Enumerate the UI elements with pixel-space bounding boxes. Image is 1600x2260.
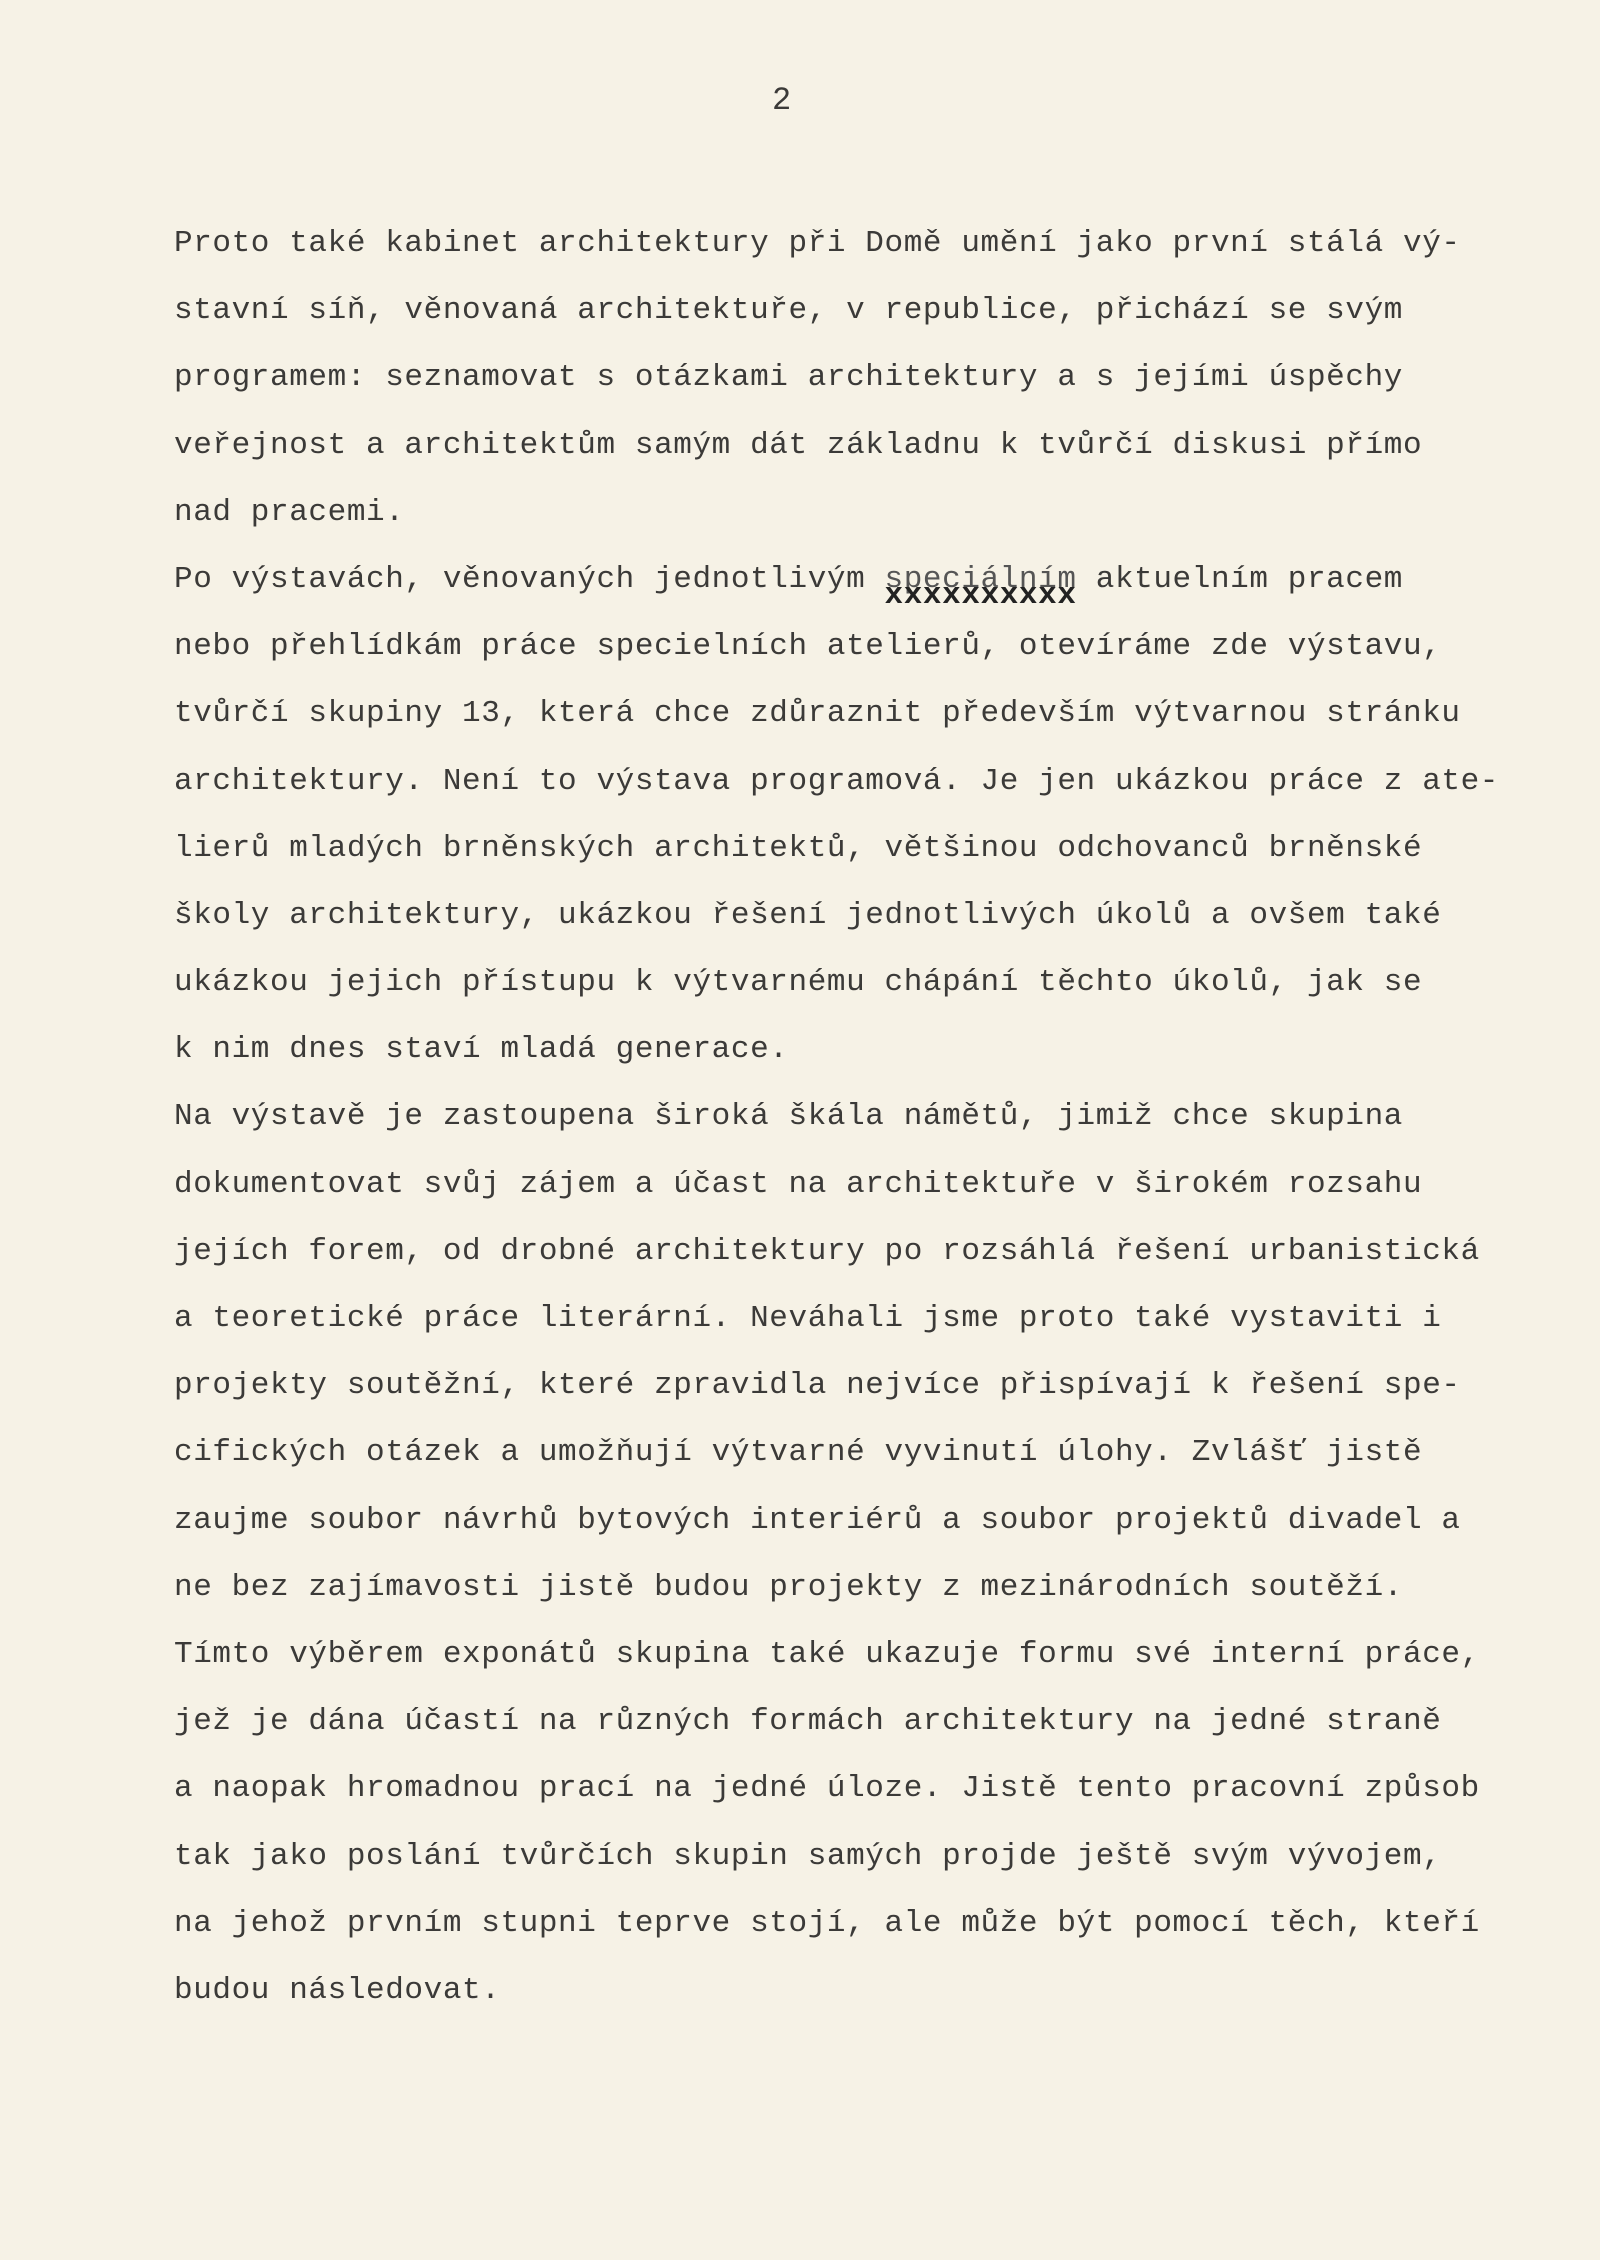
text-line: architektury. Není to výstava programová. Je jen ukázkou práce z ate-: [174, 763, 1500, 799]
text-line: budou následovat.: [174, 1972, 501, 2008]
text-line: a teoretické práce literární. Neváhali jsme proto také vystaviti i: [174, 1301, 1442, 1336]
text-line: na jehož prvním stupni teprve stojí, ale může být pomocí těch, kteří: [174, 1905, 1480, 1941]
text-line: zaujme soubor návrhů bytových interiérů a soubor projektů divadel a: [174, 1502, 1461, 1538]
text-line: k nim dnes staví mladá generace.: [174, 1032, 789, 1068]
text-line: školy architektury, ukázkou řešení jednotlivých úkolů a ovšem také: [174, 897, 1442, 933]
text-line: lierů mladých brněnských architektů, většinou odchovanců brněnské: [174, 830, 1423, 866]
text-line: jejích forem, od drobné architektury po rozsáhlá řešení urbanistická: [174, 1233, 1480, 1269]
text-line: nad pracemi.: [174, 494, 405, 530]
text-line: stavní síň, věnovaná architektuře, v republice, přichází se svým: [174, 293, 1403, 329]
text-line: projekty soutěžní, které zpravidla nejvíce přispívají k řešení spe-: [174, 1368, 1461, 1404]
text-line: a naopak hromadnou prací na jedné úloze. Jistě tento pracovní způsob: [174, 1771, 1480, 1807]
text-segment: Po výstavách, věnovaných jednotlivým: [174, 561, 885, 597]
text-line: [174, 546, 1534, 613]
typewritten-body: [174, 210, 1534, 2024]
text-line: Na výstavě je zastoupena široká škála námětů, jimiž chce skupina: [174, 1099, 1403, 1135]
text-line: dokumentovat svůj zájem a účast na architektuře v širokém rozsahu: [174, 1166, 1423, 1202]
text-segment: aktuelním pracem: [1076, 561, 1403, 597]
text-line: Proto také kabinet architektury při Domě umění jako první stálá vý-: [174, 226, 1461, 261]
struck-word: speciálním xxxxxxxxxx: [885, 562, 1077, 597]
text-line: ukázkou jejich přístupu k výtvarnému chápání těchto úkolů, jak se: [174, 965, 1423, 1001]
text-line: tak jako poslání tvůrčích skupin samých projde ještě svým vývojem,: [174, 1838, 1442, 1874]
text-line: jež je dána účastí na různých formách architektury na jedné straně: [174, 1704, 1442, 1740]
text-line: ne bez zajímavosti jistě budou projekty z mezinárodních soutěží.: [174, 1569, 1403, 1605]
text-line: Tímto výběrem exponátů skupina také ukazuje formu své interní práce,: [174, 1636, 1480, 1672]
text-line: programem: seznamovat s otázkami architektury a s jejími úspěchy: [174, 360, 1403, 396]
page-number: 2: [772, 82, 792, 119]
text-line: nebo přehlídkám práce specielních atelierů, otevíráme zde výstavu,: [174, 629, 1442, 665]
text-line: cifických otázek a umožňují výtvarné vyvinutí úlohy. Zvlášť jistě: [174, 1435, 1423, 1471]
text-line: tvůrčí skupiny 13, která chce zdůraznit především výtvarnou stránku: [174, 696, 1461, 732]
text-line: veřejnost a architektům samým dát základnu k tvůrčí diskusi přímo: [174, 427, 1423, 463]
